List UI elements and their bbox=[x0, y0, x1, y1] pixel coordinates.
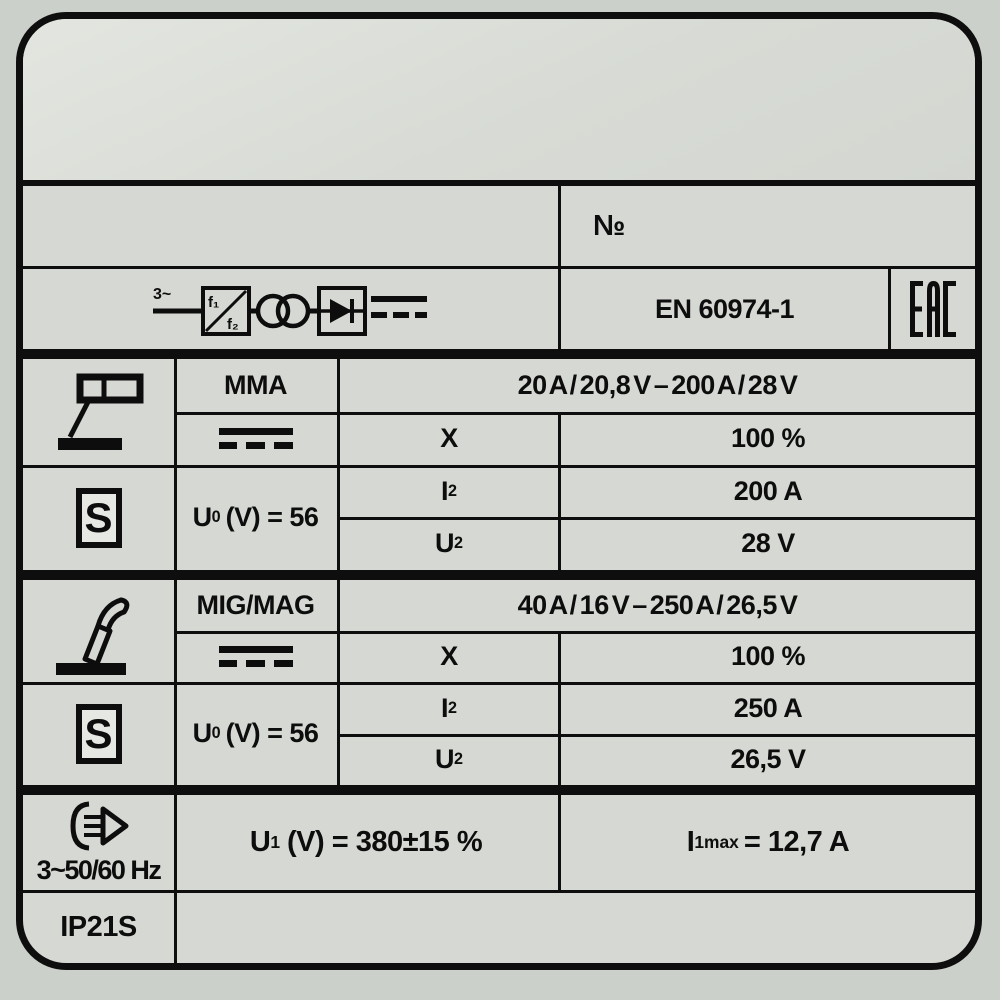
i2-sub: 2 bbox=[448, 698, 458, 717]
i1max-rest: = 12,7 A bbox=[743, 826, 850, 858]
u2-base: U bbox=[434, 528, 454, 558]
dc-current-icon bbox=[219, 428, 293, 449]
mma-symbol-cell bbox=[23, 359, 174, 465]
mma-s-cell bbox=[23, 465, 174, 570]
eac-cell bbox=[891, 269, 975, 349]
u1-cell bbox=[174, 795, 558, 890]
ip-row-empty-cell bbox=[177, 893, 975, 961]
mma-electrode-welding-icon bbox=[53, 370, 145, 454]
u2-base: U bbox=[434, 744, 454, 774]
standard-label: EN 60974-1 bbox=[654, 293, 795, 324]
mma-process-label: MMA bbox=[224, 370, 287, 400]
divider-thick bbox=[23, 349, 975, 359]
rating-plate bbox=[16, 12, 982, 970]
mig-torch-welding-icon bbox=[51, 587, 147, 675]
u1-rest: (V) = 380±15 % bbox=[287, 826, 483, 858]
mig-u2-value-cell bbox=[561, 734, 975, 785]
i2-base: I bbox=[440, 475, 448, 506]
mma-duty-cycle-symbol: X bbox=[440, 423, 458, 453]
mig-i2-label-cell bbox=[340, 682, 558, 734]
i1max-base: I bbox=[686, 826, 695, 858]
mma-duty-cycle-value-cell bbox=[561, 412, 975, 465]
circuit-symbol-cell bbox=[23, 269, 558, 349]
mig-u2-value: 26,5 V bbox=[730, 744, 806, 774]
s-mark-icon bbox=[76, 704, 122, 764]
mma-u0-cell bbox=[174, 465, 337, 570]
i2-base: I bbox=[440, 692, 448, 723]
mig-u2-label-cell bbox=[340, 734, 558, 785]
mma-u2-label-cell bbox=[340, 517, 558, 570]
dc-current-icon bbox=[219, 646, 293, 667]
mig-process-label: MIG/MAG bbox=[196, 590, 315, 620]
f1-label: f₁ bbox=[207, 294, 219, 311]
mig-process-cell bbox=[174, 580, 337, 631]
mig-duty-cycle-value: 100 % bbox=[730, 641, 806, 671]
u0-base: U bbox=[192, 718, 212, 748]
i1max-sub: 1max bbox=[694, 832, 739, 852]
u0-sub: 0 bbox=[211, 508, 221, 526]
u1-base: U bbox=[249, 826, 271, 858]
power-source-circuit-icon bbox=[151, 278, 431, 340]
i1max-cell bbox=[561, 795, 975, 890]
mma-i2-value-cell bbox=[561, 465, 975, 517]
mma-i2-value: 200 A bbox=[733, 475, 803, 506]
divider-thick bbox=[23, 785, 975, 795]
u0-base: U bbox=[192, 502, 212, 532]
mma-i2-label-cell bbox=[340, 465, 558, 517]
u0-rest: (V) = 56 bbox=[225, 502, 319, 532]
eac-mark-icon bbox=[909, 280, 957, 338]
ip-rating-value: IP21S bbox=[60, 910, 137, 943]
mma-duty-cycle-value: 100 % bbox=[730, 423, 806, 453]
mma-u2-value-cell bbox=[561, 517, 975, 570]
brand-area bbox=[23, 19, 975, 180]
mma-dc-cell bbox=[174, 412, 337, 465]
s-mark-icon bbox=[76, 488, 122, 548]
f2-label: f₂ bbox=[226, 316, 239, 333]
i2-sub: 2 bbox=[448, 481, 458, 500]
u2-sub: 2 bbox=[453, 534, 463, 552]
mig-i2-value: 250 A bbox=[733, 692, 803, 723]
divider-thick bbox=[23, 570, 975, 580]
mma-range-cell bbox=[340, 359, 975, 412]
s-mark-letter: S bbox=[84, 709, 113, 757]
mma-duty-cycle-label-cell bbox=[340, 412, 558, 465]
mig-duty-cycle-value-cell bbox=[561, 631, 975, 682]
mig-dc-cell bbox=[174, 631, 337, 682]
mains-plug-icon bbox=[63, 800, 135, 852]
u0-rest: (V) = 56 bbox=[225, 718, 319, 748]
mig-range-cell bbox=[340, 580, 975, 631]
serial-number-label: № bbox=[593, 209, 625, 242]
mig-symbol-cell bbox=[23, 580, 174, 682]
mig-duty-cycle-symbol: X bbox=[440, 641, 458, 671]
mma-u2-value: 28 V bbox=[741, 528, 795, 558]
standard-cell bbox=[561, 269, 888, 349]
u2-sub: 2 bbox=[453, 750, 463, 768]
three-phase-input-label: 3~ bbox=[152, 286, 171, 303]
mig-range-value: 40 A / 16 V – 250 A / 26,5 V bbox=[517, 590, 798, 620]
ip-rating-cell bbox=[23, 893, 174, 961]
mma-process-cell bbox=[174, 359, 337, 412]
serial-number-cell bbox=[561, 186, 975, 266]
mains-frequency-label: 3~50/60 Hz bbox=[36, 854, 161, 885]
u0-sub: 0 bbox=[211, 724, 221, 742]
u1-sub: 1 bbox=[270, 832, 280, 852]
mig-duty-cycle-label-cell bbox=[340, 631, 558, 682]
mma-range-value: 20 A / 20,8 V – 200 A / 28 V bbox=[517, 370, 798, 400]
s-mark-letter: S bbox=[84, 493, 113, 541]
mig-i2-value-cell bbox=[561, 682, 975, 734]
mains-cell bbox=[23, 795, 174, 890]
mig-u0-cell bbox=[174, 682, 337, 785]
mig-s-cell bbox=[23, 682, 174, 785]
